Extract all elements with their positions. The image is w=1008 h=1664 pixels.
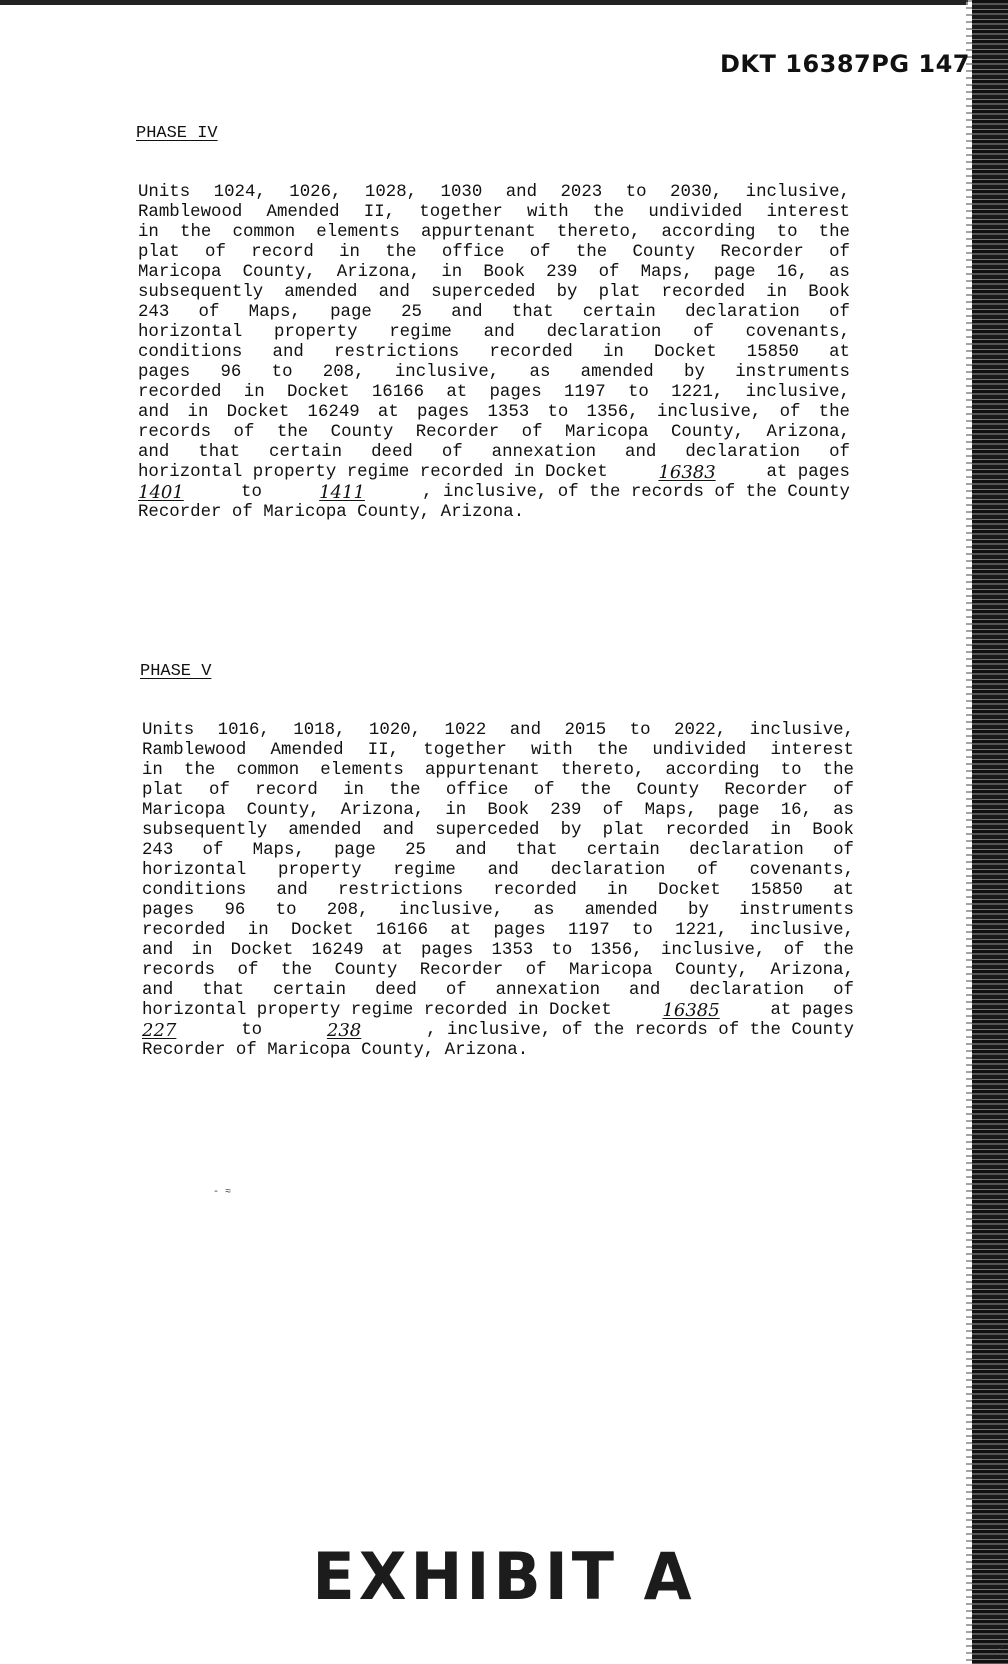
text-line-last: Recorder of Maricopa County, Arizona. bbox=[138, 503, 525, 522]
text-line: plat of record in the office of the County Recorder of bbox=[142, 781, 854, 800]
text-line: 243 of Maps, page 25 and that certain declaration of bbox=[138, 303, 850, 322]
text-line: and that certain deed of annexation and declaration of bbox=[138, 443, 850, 462]
text-line: records of the County Recorder of Maricopa County, Arizona, bbox=[142, 961, 854, 980]
text-line-docket bbox=[142, 1001, 854, 1021]
handwritten-page-to: 1411 bbox=[319, 482, 365, 503]
text-line-docket bbox=[138, 463, 850, 483]
to-word: to bbox=[241, 483, 262, 502]
phase-v-legal-description bbox=[142, 721, 854, 1061]
text-line: plat of record in the office of the County Recorder of bbox=[138, 243, 850, 262]
text-line: in the common elements appurtenant thereto, according to the bbox=[142, 761, 854, 780]
scan-speck: ⁖ bbox=[998, 1645, 1004, 1656]
scan-top-border bbox=[0, 0, 968, 5]
records-phrase: , inclusive, of the records of the County bbox=[422, 483, 850, 502]
text-line: conditions and restrictions recorded in Docket 15850 at bbox=[138, 343, 850, 362]
text-line-last: Recorder of Maricopa County, Arizona. bbox=[142, 1041, 529, 1060]
text-line: pages 96 to 208, inclusive, as amended by instruments bbox=[142, 901, 854, 920]
text-line: Units 1016, 1018, 1020, 1022 and 2015 to 2022, inclusive, bbox=[142, 721, 854, 740]
text-line: recorded in Docket 16166 at pages 1197 to 1221, inclusive, bbox=[142, 921, 854, 940]
exhibit-label: EXHIBIT A bbox=[312, 1538, 696, 1615]
text-line: and in Docket 16249 at pages 1353 to 1356, inclusive, of the bbox=[138, 403, 850, 422]
text-line: conditions and restrictions recorded in Docket 15850 at bbox=[142, 881, 854, 900]
docket-phrase: horizontal property regime recorded in Docket bbox=[142, 1001, 612, 1020]
text-line: subsequently amended and superceded by plat recorded in Book bbox=[142, 821, 854, 840]
text-line: and in Docket 16249 at pages 1353 to 1356, inclusive, of the bbox=[142, 941, 854, 960]
exhibit-stamp bbox=[0, 1538, 1008, 1615]
phase-iv-legal-description bbox=[138, 183, 850, 523]
text-line: pages 96 to 208, inclusive, as amended by instruments bbox=[138, 363, 850, 382]
records-phrase: , inclusive, of the records of the County bbox=[426, 1021, 854, 1040]
text-line: Maricopa County, Arizona, in Book 239 of Maps, page 16, as bbox=[138, 263, 850, 282]
handwritten-page-to: 238 bbox=[326, 1020, 362, 1041]
text-line: Units 1024, 1026, 1028, 1030 and 2023 to 2030, inclusive, bbox=[138, 183, 850, 202]
handwritten-page-from: 1401 bbox=[138, 482, 184, 503]
text-line: Ramblewood Amended II, together with the undivided interest bbox=[142, 741, 854, 760]
to-word: to bbox=[241, 1021, 263, 1040]
text-line-pages bbox=[138, 483, 850, 503]
text-line: and that certain deed of annexation and declaration of bbox=[142, 981, 854, 1000]
at-pages-phrase: at pages bbox=[766, 463, 850, 482]
text-line: records of the County Recorder of Maricopa County, Arizona, bbox=[138, 423, 850, 442]
text-line-pages bbox=[142, 1021, 854, 1041]
docket-phrase: horizontal property regime recorded in Docket bbox=[138, 463, 608, 482]
handwritten-docket-number: 16383 bbox=[658, 462, 716, 483]
text-line: horizontal property regime and declaration of covenants, bbox=[142, 861, 854, 880]
handwritten-page-from: 227 bbox=[142, 1020, 177, 1041]
at-pages-phrase: at pages bbox=[770, 1001, 854, 1020]
scan-right-border bbox=[972, 0, 1008, 1664]
text-line: Ramblewood Amended II, together with the undivided interest bbox=[138, 203, 850, 222]
text-line: recorded in Docket 16166 at pages 1197 to 1221, inclusive, bbox=[138, 383, 850, 402]
text-line: Maricopa County, Arizona, in Book 239 of Maps, page 16, as bbox=[142, 801, 854, 820]
phase-iv-heading: PHASE IV bbox=[136, 124, 218, 143]
text-line: subsequently amended and superceded by plat recorded in Book bbox=[138, 283, 850, 302]
text-line: in the common elements appurtenant thereto, according to the bbox=[138, 223, 850, 242]
docket-page-stamp: DKT 16387PG 147 bbox=[720, 50, 970, 78]
handwritten-docket-number: 16385 bbox=[662, 1000, 720, 1021]
text-line: horizontal property regime and declaration of covenants, bbox=[138, 323, 850, 342]
text-line: 243 of Maps, page 25 and that certain declaration of bbox=[142, 841, 854, 860]
phase-v-heading: PHASE V bbox=[140, 662, 212, 681]
scan-speck: - ≈ bbox=[213, 1187, 232, 1198]
